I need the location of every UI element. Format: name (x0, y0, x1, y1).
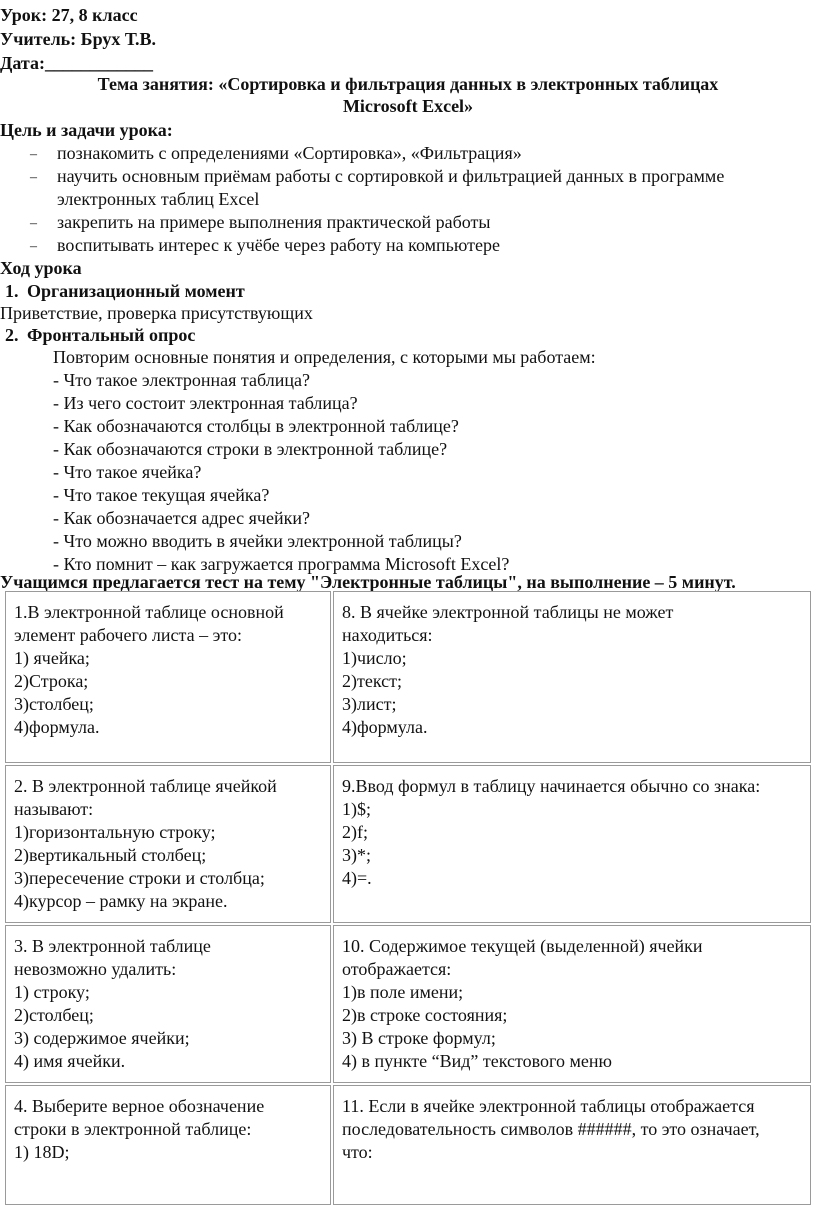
answer-option: 2)текст; (342, 671, 403, 691)
date-line: Дата:____________ (0, 53, 153, 73)
dash-bullet: – (30, 216, 37, 231)
course-heading: Ход урока (0, 258, 82, 278)
answer-option: 4)формула. (14, 717, 100, 737)
answer-option: 1) ячейка; (14, 648, 90, 668)
question-line: 11. Если в ячейке электронной таблицы отображается (342, 1096, 755, 1116)
teacher-line: Учитель: Брух Т.В. (0, 29, 157, 49)
question-item: - Как обозначаются столбцы в электронной таблице? (53, 416, 459, 436)
answer-option: 2)f; (342, 822, 368, 842)
answer-option: 3)пересечение строки и столбца; (14, 868, 265, 888)
answer-option: 3)*; (342, 845, 371, 865)
question-line: 3. В электронной таблице (14, 936, 211, 956)
answer-option: 1) 18D; (14, 1142, 70, 1162)
table-row (5, 765, 811, 923)
step-title: Организационный момент (27, 281, 245, 301)
table-row (5, 591, 811, 763)
answer-option: 2)Строка; (14, 671, 89, 691)
question-line: последовательность символов ######, то это означает, (342, 1119, 760, 1139)
questions-intro: Повторим основные понятия и определения, с которыми мы работаем: (53, 347, 596, 367)
dash-bullet: – (30, 147, 37, 162)
table-row (5, 1085, 811, 1205)
step1-text: Приветствие, проверка присутствующих (0, 303, 313, 323)
goal-text: познакомить с определениями «Сортировка», «Фильтрация» (57, 143, 522, 163)
dash-bullet: – (30, 239, 37, 254)
lesson-line: Урок: 27, 8 класс (0, 5, 138, 25)
question-line: 9.Ввод формул в таблицу начинается обычно со знака: (342, 776, 761, 796)
question-line: невозможно удалить: (14, 959, 177, 979)
test-table (3, 589, 813, 1207)
answer-option: 1)горизонтальную строку; (14, 822, 216, 842)
step1-heading (5, 280, 245, 302)
test-question-cell (5, 765, 331, 923)
answer-option: 1)число; (342, 648, 407, 668)
goal-text: закрепить на примере выполнения практической работы (57, 212, 491, 232)
goal-text: научить основным приёмам работы с сортировкой и фильтрацией данных в программе (57, 166, 725, 186)
test-question-cell (5, 925, 331, 1083)
answer-option: 4)=. (342, 868, 372, 888)
question-line: отображается: (342, 959, 452, 979)
question-line: находиться: (342, 625, 433, 645)
answer-option: 4) имя ячейки. (14, 1051, 126, 1071)
test-question-cell (333, 1085, 811, 1205)
answer-option: 3)лист; (342, 694, 397, 714)
question-item: - Как обозначаются строки в электронной таблице? (53, 439, 448, 459)
test-question-cell (333, 591, 811, 763)
topic-title-line1: Тема занятия: «Сортировка и фильтрация данных в электронных таблицах (97, 74, 719, 94)
answer-option: 3) В строке формул; (342, 1028, 496, 1048)
goals-heading: Цель и задачи урока: (0, 120, 173, 140)
question-line: называют: (14, 799, 94, 819)
answer-option: 1)$; (342, 799, 371, 819)
dash-bullet: – (30, 170, 37, 185)
answer-option: 4)формула. (342, 717, 428, 737)
question-line: 8. В ячейке электронной таблицы не может (342, 602, 674, 622)
question-item: - Что такое электронная таблица? (53, 370, 310, 390)
goal-text: воспитывать интерес к учёбе через работу на компьютере (57, 235, 500, 255)
question-line: 2. В электронной таблице ячейкой (14, 776, 277, 796)
test-question-cell (5, 1085, 331, 1205)
question-line: 10. Содержимое текущей (выделенной) ячейки (342, 936, 703, 956)
answer-option: 1) строку; (14, 982, 90, 1002)
question-item: - Из чего состоит электронная таблица? (53, 393, 358, 413)
question-item: - Что можно вводить в ячейки электронной таблицы? (53, 531, 462, 551)
answer-option: 3)столбец; (14, 694, 94, 714)
answer-option: 2)в строке состояния; (342, 1005, 508, 1025)
question-line: элемент рабочего листа – это: (14, 625, 242, 645)
question-line: строки в электронной таблице: (14, 1119, 252, 1139)
answer-option: 2)вертикальный столбец; (14, 845, 207, 865)
answer-option: 4)курсор – рамку на экране. (14, 891, 228, 911)
goal-text: электронных таблиц Excel (57, 189, 260, 209)
answer-option: 4) в пункте “Вид” текстового меню (342, 1051, 612, 1071)
question-item: - Что такое текущая ячейка? (53, 485, 270, 505)
answer-option: 2)столбец; (14, 1005, 94, 1025)
test-question-cell (5, 591, 331, 763)
step-number: 2. (5, 325, 19, 345)
step2-heading (5, 324, 195, 346)
question-line: что: (342, 1142, 373, 1162)
answer-option: 3) содержимое ячейки; (14, 1028, 190, 1048)
topic-title-line2: Microsoft Excel» (342, 96, 474, 116)
question-line: 4. Выберите верное обозначение (14, 1096, 265, 1116)
answer-option: 1)в поле имени; (342, 982, 464, 1002)
step-number: 1. (5, 281, 19, 301)
test-question-cell (333, 925, 811, 1083)
question-item: - Кто помнит – как загружается программа Microsoft Excel? (53, 554, 510, 574)
step-title: Фронтальный опрос (27, 325, 196, 345)
question-item: - Что такое ячейка? (53, 462, 202, 482)
test-question-cell (333, 765, 811, 923)
question-item: - Как обозначается адрес ячейки? (53, 508, 310, 528)
test-intro: Учащимся предлагается тест на тему "Электронные таблицы", на выполнение – 5 минут. (0, 572, 736, 592)
question-line: 1.В электронной таблице основной (14, 602, 284, 622)
table-row (5, 925, 811, 1083)
